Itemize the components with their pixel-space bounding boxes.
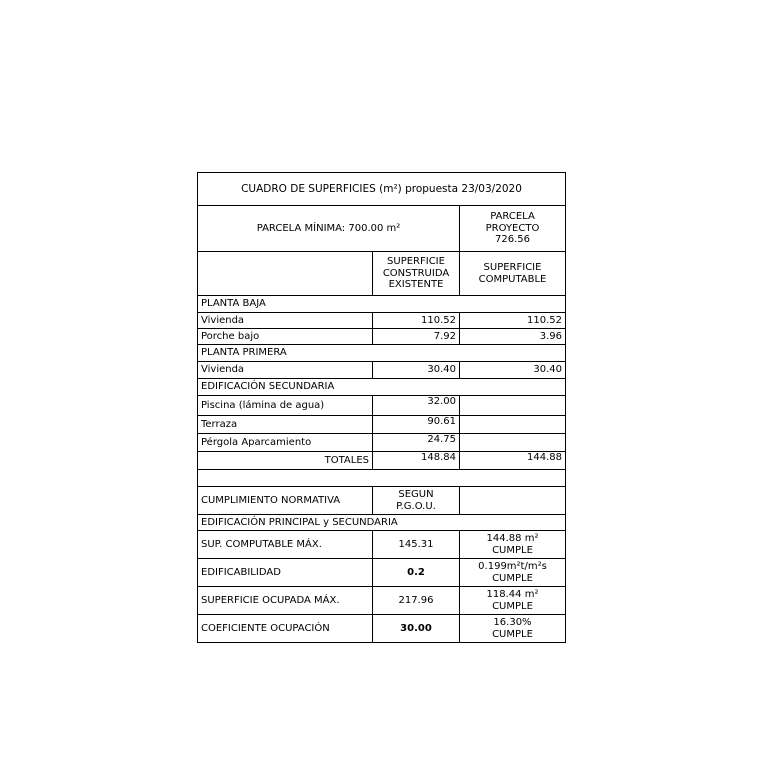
empty-header-cell (198, 252, 373, 296)
table-row (198, 313, 566, 329)
parcela-row (198, 206, 566, 252)
col-computable-line-1: SUPERFICIE (483, 262, 542, 273)
compliance-status: CUMPLE (492, 600, 533, 612)
cumplimiento-row (198, 487, 566, 515)
row-label: Piscina (lámina de agua) (198, 396, 373, 416)
compliance-row (198, 531, 566, 559)
section-planta-baja: PLANTA BAJA (198, 296, 566, 313)
title-row (198, 173, 566, 206)
value-computable: 3.96 (460, 329, 566, 345)
section-edif-secundaria: EDIFICACIÓN SECUNDARIA (198, 379, 566, 396)
compliance-cell (460, 559, 566, 587)
table-row (198, 329, 566, 345)
parcela-proyecto-line-1: PARCELA (490, 211, 535, 223)
col-computable-line-2: COMPUTABLE (478, 273, 547, 285)
value-computable-empty (460, 434, 566, 452)
pgou-value: 0.2 (373, 559, 460, 587)
value-existente: 110.52 (373, 313, 460, 329)
col-existente-header (373, 252, 460, 296)
section-edif-principal: EDIFICACIÓN PRINCIPAL y SECUNDARIA (198, 515, 566, 531)
totals-computable: 144.88 (460, 452, 566, 470)
cumplimiento-label: CUMPLIMIENTO NORMATIVA (198, 487, 373, 515)
table-row (198, 434, 566, 452)
value-existente: 32.00 (373, 396, 460, 416)
parcela-minima: PARCELA MÍNIMA: 700.00 m² (198, 206, 460, 252)
parcela-proyecto-line-2: PROYECTO (485, 222, 540, 234)
superficies-table (197, 172, 566, 643)
value-existente: 24.75 (373, 434, 460, 452)
compliance-cell (460, 531, 566, 559)
row-label: SUP. COMPUTABLE MÁX. (198, 531, 373, 559)
totals-existente: 148.84 (373, 452, 460, 470)
row-label: Terraza (198, 416, 373, 434)
row-label: EDIFICABILIDAD (198, 559, 373, 587)
row-label: Vivienda (198, 313, 373, 329)
table-title: CUADRO DE SUPERFICIES (m²) propuesta 23/03/2020 (198, 173, 566, 206)
compliance-value: 0.199m²t/m²s (478, 561, 547, 572)
pgou-value: 30.00 (373, 615, 460, 643)
compliance-row (198, 559, 566, 587)
value-existente: 7.92 (373, 329, 460, 345)
column-header-row (198, 252, 566, 296)
segun-pgou (373, 487, 460, 515)
totals-row (198, 452, 566, 470)
compliance-value: 118.44 m² (486, 589, 539, 600)
table-row (198, 416, 566, 434)
spacer-row (198, 470, 566, 487)
section-row (198, 345, 566, 362)
value-computable-empty (460, 396, 566, 416)
row-label: COEFICIENTE OCUPACIÓN (198, 615, 373, 643)
row-label: Vivienda (198, 362, 373, 379)
value-existente: 30.40 (373, 362, 460, 379)
col-existente-line-2: CONSTRUIDA (382, 267, 450, 279)
compliance-cell (460, 587, 566, 615)
segun-line-2: P.G.O.U. (396, 500, 436, 512)
table-row (198, 362, 566, 379)
col-existente-line-1: SUPERFICIE (387, 256, 445, 268)
value-computable: 110.52 (460, 313, 566, 329)
compliance-status: CUMPLE (492, 628, 533, 640)
compliance-status: CUMPLE (492, 544, 533, 556)
compliance-cell (460, 615, 566, 643)
row-label: Pérgola Aparcamiento (198, 434, 373, 452)
segun-line-1: SEGUN (398, 489, 434, 500)
compliance-row (198, 615, 566, 643)
compliance-status: CUMPLE (492, 572, 533, 584)
section-planta-primera: PLANTA PRIMERA (198, 345, 566, 362)
col-existente-line-3: EXISTENTE (388, 279, 444, 291)
compliance-value: 16.30% (493, 617, 532, 628)
pgou-value: 217.96 (373, 587, 460, 615)
value-existente: 90.61 (373, 416, 460, 434)
pgou-value: 145.31 (373, 531, 460, 559)
section-row (198, 379, 566, 396)
table-row (198, 396, 566, 416)
section-row (198, 515, 566, 531)
value-computable: 30.40 (460, 362, 566, 379)
section-row (198, 296, 566, 313)
parcela-proyecto (460, 206, 566, 252)
value-computable-empty (460, 416, 566, 434)
cumplimiento-empty (460, 487, 566, 515)
spacer-cell (198, 470, 566, 487)
totals-label: TOTALES (198, 452, 373, 470)
col-computable-header (460, 252, 566, 296)
compliance-value: 144.88 m² (486, 533, 539, 544)
compliance-row (198, 587, 566, 615)
row-label: SUPERFICIE OCUPADA MÁX. (198, 587, 373, 615)
row-label: Porche bajo (198, 329, 373, 345)
parcela-proyecto-line-3: 726.56 (495, 234, 530, 246)
